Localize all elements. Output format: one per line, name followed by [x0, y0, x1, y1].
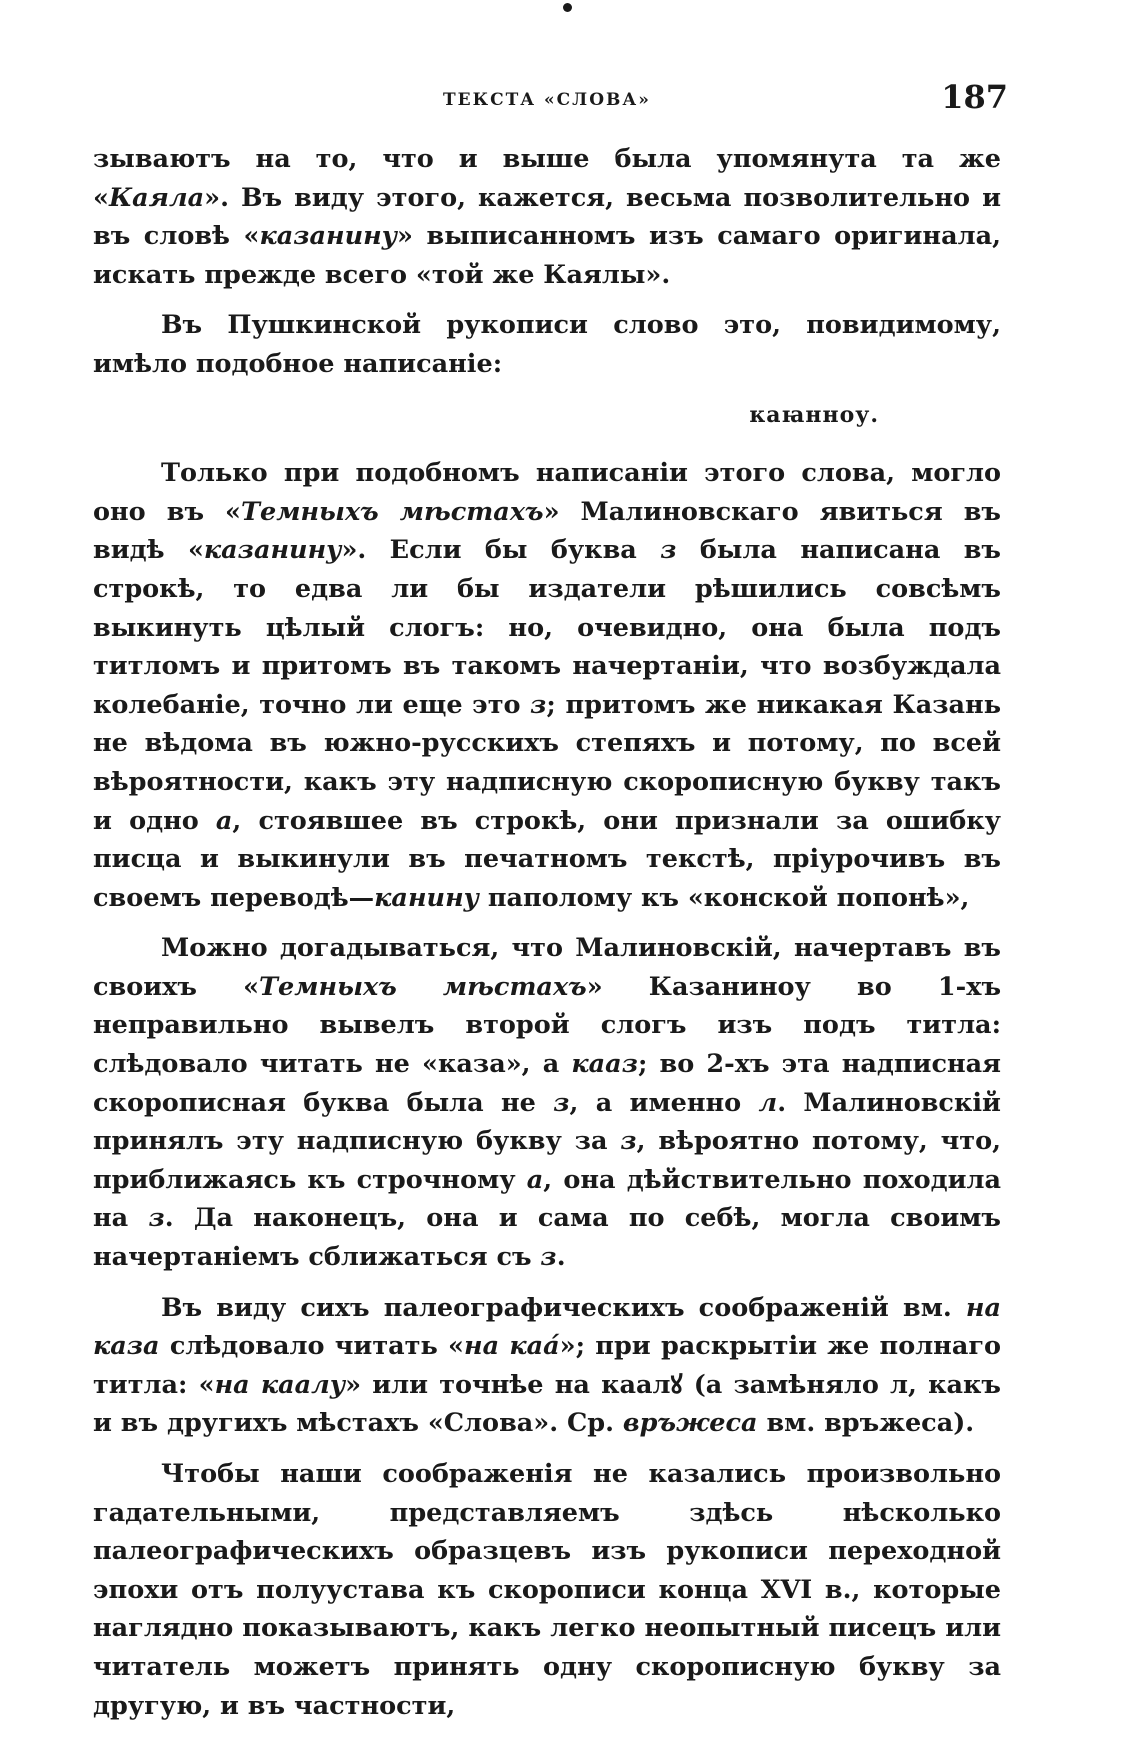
page-header [93, 78, 1008, 118]
paragraph-4 [93, 929, 1001, 1276]
italic-run: а [526, 1164, 544, 1195]
text-run: Можно догадываться, что Малиновскій, начертавъ въ своихъ « [93, 933, 1001, 1002]
text-run: , стоявшее въ строкѣ, они признали за ошибку писца и выкинули въ печатномъ текстѣ, пріурочивъ въ своемъ переводѣ— [93, 805, 1001, 913]
text-run: ». Въ виду этого, кажется, весьма позволительно и въ словѣ « [93, 182, 1001, 252]
text-run: Только при подобномъ написаніи этого слова, могло оно въ « [93, 458, 1001, 527]
old-script-word: каꙗнноу. [749, 401, 879, 428]
italic-run: л [758, 1087, 778, 1118]
running-title: ТЕКСТА «СЛОВА» [443, 90, 651, 110]
italic-run: казанину [203, 535, 342, 566]
text-run: Чтобы наши соображенія не казались произвольно гадательными, представляемъ здѣсь нѣсколько палеографическихъ образцевъ изъ рукописи переходной эпохи отъ полуустава къ скорописи конца XVI в., которые наглядно показываютъ, какъ легко неопытный писецъ или читатель можетъ принять одну скорописную букву за другую, и въ частности, [93, 1459, 1001, 1721]
text-run: » или точнѣе на [345, 1369, 602, 1400]
text-run: ; во 2-хъ эта надписная скорописная буква была не [93, 1049, 1002, 1118]
paragraph-5 [93, 1289, 1001, 1443]
italic-run: на каза [93, 1292, 1001, 1362]
text-run: Въ виду сихъ палеографическихъ соображеній вм. [161, 1292, 966, 1323]
text-run: вм. [757, 1408, 825, 1439]
body-text [93, 140, 1001, 1737]
text-run: , а именно [569, 1087, 759, 1118]
text-run: . Малиновскій принялъ эту надписную букву за [93, 1087, 1001, 1157]
text-run: Въ Пушкинской рукописи слово это, повидимому, имѣло подобное написаніе: [93, 310, 1001, 379]
italic-run: Темныхъ мѣстахъ [259, 971, 587, 1002]
text-run: »; при раскрытіи же полнаго титла: « [93, 1331, 1002, 1400]
paragraph-3 [93, 454, 1001, 917]
text-run: ; притомъ же никакая Казань не вѣдома въ южно-русскихъ степяхъ и потому, по всей вѣроятности, какъ эту надписную скорописную букву такъ и одно [93, 689, 1001, 836]
text-run: слѣдовало читать « [159, 1331, 464, 1362]
text-run: ». Если бы буква [341, 535, 661, 566]
italic-run: з [553, 1087, 570, 1118]
text-run: ). [953, 1408, 975, 1439]
text-run: . [556, 1242, 566, 1273]
text-run: , вѣроятно потому, что, приближаясь къ строчному [93, 1126, 1001, 1195]
text-run: » Малиновскаго явиться въ видѣ « [93, 496, 1001, 566]
italic-run: з [540, 1242, 557, 1273]
text-run: » выписанномъ изъ самаго оригинала, искать прежде всего «той же Каялы». [93, 221, 1001, 290]
italic-run: Темныхъ мѣстахъ [241, 496, 544, 527]
text-run: зываютъ на то, что и выше была упомянута та же « [93, 144, 1001, 213]
italic-run: з [530, 689, 547, 720]
text-run: паполому къ «конской попонѣ», [478, 882, 970, 913]
italic-run: канину [374, 882, 479, 913]
old-script-run: каалꙋ [601, 1369, 683, 1400]
italic-run: з [620, 1126, 637, 1157]
italic-run: з [148, 1203, 165, 1234]
italic-run: кааз [571, 1049, 638, 1080]
text-run: была написана въ строкѣ, то едва ли бы издатели рѣшились совсѣмъ выкинуть цѣлый слогъ: но, очевидно, она была подъ титломъ и притомъ въ такомъ начертаніи, что возбуждала колебаніе, точно ли еще это [93, 535, 1001, 720]
italic-run: на каа́ [463, 1331, 560, 1362]
italic-run: а [215, 805, 233, 836]
text-run: » Казаниноу во 1-хъ неправильно вывелъ второй слогъ изъ подъ титла: слѣдовало читать не «каза», а [93, 971, 1002, 1080]
paragraph-6 [93, 1455, 1001, 1725]
italic-run: з [660, 535, 677, 566]
paragraph-2 [93, 306, 1001, 383]
italic-run: Каяла [108, 182, 205, 213]
page-mark-dot [563, 3, 572, 12]
paragraph-1 [93, 140, 1001, 294]
text-run: , она дѣйствительно походила на [93, 1164, 1001, 1234]
text-run: (а замѣняло л, какъ и въ другихъ мѣстахъ «Слова». Ср. [93, 1369, 1001, 1439]
italic-run: връжеса [622, 1408, 758, 1439]
page-number: 187 [941, 78, 1008, 116]
italic-run: на каалу [214, 1369, 346, 1400]
old-script-run: връжеса [824, 1408, 954, 1439]
italic-run: казанину [259, 221, 398, 252]
text-run: . Да наконецъ, она и сама по себѣ, могла своимъ начертаніемъ сближаться съ [93, 1203, 1001, 1273]
